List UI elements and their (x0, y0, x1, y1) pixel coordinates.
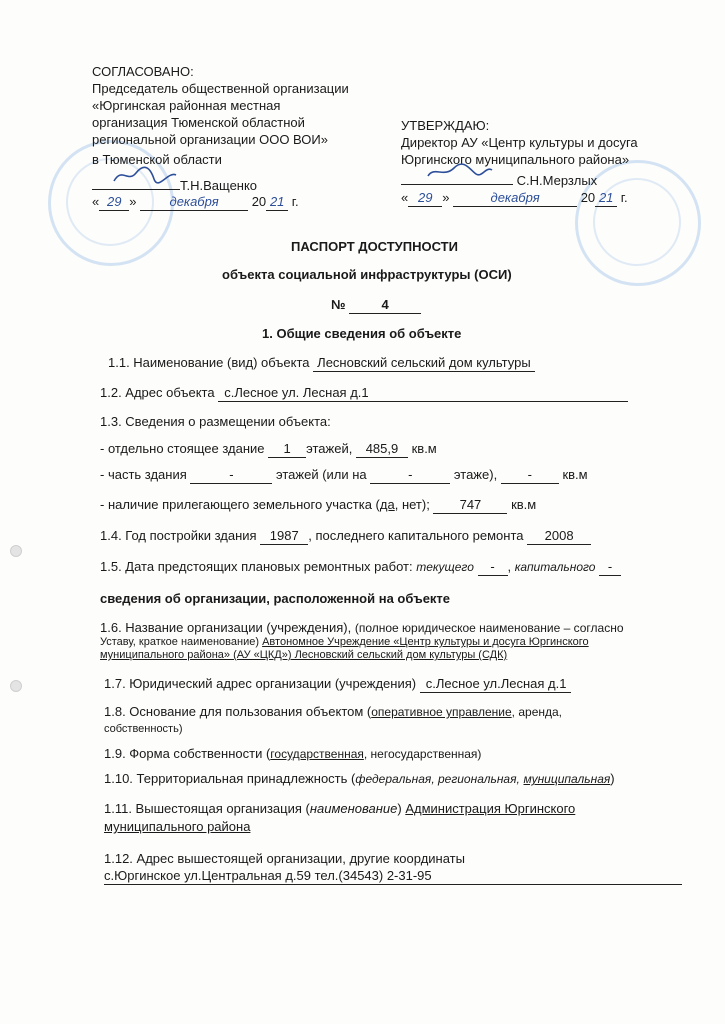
building-floors-unit: этажей, (306, 441, 353, 456)
approval-left-month: декабря (140, 194, 248, 211)
building-label: - отдельно стоящее здание (100, 441, 265, 456)
repair-year: 2008 (527, 528, 591, 545)
current-repair-value: - (478, 559, 508, 576)
section1-title: 1. Общие сведения об объекте (262, 326, 462, 341)
approval-right-l3: Юргинского муниципального района» (401, 152, 630, 167)
item-1-10-value: муниципальная (523, 772, 611, 786)
left-signature (110, 163, 180, 187)
part-floors: - (190, 467, 272, 484)
item-1-6-line2 (100, 636, 589, 649)
approval-left-name: Т.Н.Ващенко (180, 178, 258, 193)
item-1-1-value: Лесновский сельский дом культуры (313, 355, 535, 372)
approval-left-l3: «Юргинская районная местная (92, 98, 281, 113)
item-1-9-rest: , негосударственная) (363, 747, 482, 761)
land-no: , нет); (394, 497, 430, 512)
item-1-10-label: 1.10. Территориальная принадлежность ( (104, 771, 356, 786)
org-section-title: сведения об организации, расположенной на объекте (100, 591, 451, 606)
item-1-11-label: 1.11. Вышестоящая организация ( (104, 801, 310, 816)
item-1-2-label: 1.2. Адрес объекта (100, 385, 215, 400)
item-1-8-label: 1.8. Основание для пользования объектом ( (104, 704, 372, 719)
item-1-6-label: 1.6. Название организации (учреждения), (100, 620, 352, 635)
item-1-6-hint1: (полное юридическое наименование – согласно (354, 621, 624, 635)
item-1-9-label: 1.9. Форма собственности ( (104, 746, 271, 761)
land-row (100, 497, 536, 514)
approval-left-year-suffix: 21 (266, 194, 288, 211)
part-floors-text: этажей (или на (276, 467, 367, 482)
item-1-2 (100, 385, 628, 402)
building-area: 485,9 (356, 441, 408, 458)
item-1-8-rest: , аренда, (511, 705, 562, 719)
item-1-12-label: 1.12. Адрес вышестоящей организации, другие координаты (104, 851, 465, 866)
part-area: - (501, 467, 559, 484)
item-1-12-value: с.Юргинское ул.Центральная д.59 тел.(34543) 2-31-95 (104, 868, 682, 885)
right-signature (424, 160, 494, 184)
planned-repair-label: 1.5. Дата предстоящих плановых ремонтных работ: (100, 559, 413, 574)
land-area-unit: кв.м (511, 497, 537, 512)
document-title: ПАСПОРТ ДОСТУПНОСТИ (291, 239, 458, 254)
item-1-11-value1: Администрация Юргинского (405, 801, 576, 816)
land-yes: да (379, 497, 395, 512)
approval-right-g: г. (620, 190, 628, 205)
item-1-4 (100, 528, 591, 545)
part-label: - часть здания (100, 467, 187, 482)
current-repair-label: текущего (416, 560, 474, 574)
approval-right-day: 29 (408, 190, 442, 207)
approval-right-year-suffix: 21 (595, 190, 617, 207)
item-1-9-value: государственная (270, 747, 364, 761)
approval-right-date: « 29 » декабря 20 21 г. (401, 190, 628, 205)
number-value: 4 (349, 297, 421, 314)
passport-number (331, 297, 421, 314)
build-year-label: 1.4. Год постройки здания (100, 528, 257, 543)
capital-repair-label: капитального (514, 560, 596, 574)
approval-right-l2: Директор АУ «Центр культуры и досуга (401, 135, 638, 150)
approval-right-name: С.Н.Мерзлых (516, 173, 598, 188)
approval-left-g: г. (291, 194, 299, 209)
document-subtitle: объекта социальной инфраструктуры (ОСИ) (222, 267, 512, 282)
number-label: № (331, 297, 346, 312)
item-1-11 (104, 801, 575, 817)
approval-left-l5: региональной организации ООО ВОИ» (92, 132, 328, 147)
part-floor-text: этаже), (453, 467, 498, 482)
item-1-10-options: федеральная, региональная, (355, 772, 520, 786)
item-1-11-close: ) (397, 801, 402, 816)
punch-hole-top (10, 545, 22, 557)
capital-repair-value: - (599, 559, 621, 576)
approval-left-day: 29 (99, 194, 129, 211)
item-1-3: 1.3. Сведения о размещении объекта: (100, 414, 331, 429)
item-1-1-label: 1.1. Наименование (вид) объекта (108, 355, 310, 370)
approval-right-l1: УТВЕРЖДАЮ: (401, 118, 490, 133)
item-1-10-close: ) (610, 771, 615, 786)
item-1-6-line1 (100, 620, 624, 636)
build-year: 1987 (260, 528, 308, 545)
land-label: - наличие прилегающего земельного участка ( (100, 497, 380, 512)
item-1-6-value1: Автономное Учреждение «Центр культуры и досуга Юргинского (262, 636, 589, 648)
item-1-8-line2: собственность) (104, 723, 183, 735)
item-1-9 (104, 746, 481, 762)
item-1-8 (104, 704, 562, 720)
item-1-11-hint: наименование (309, 801, 398, 816)
approval-left-year-prefix: 20 (251, 194, 267, 209)
building-row (100, 441, 437, 458)
part-row (100, 467, 588, 484)
punch-hole-bottom (10, 680, 22, 692)
approval-right-year-prefix: 20 (580, 190, 596, 205)
repair-label: , последнего капитального ремонта (308, 528, 524, 543)
item-1-1 (108, 355, 535, 372)
item-1-8-value: оперативное управление (371, 705, 512, 719)
item-1-6-hint2: Уставу, краткое наименование) (100, 636, 260, 648)
part-area-unit: кв.м (562, 467, 588, 482)
item-1-7-value: с.Лесное ул.Лесная д.1 (420, 676, 571, 693)
approval-left-l1: СОГЛАСОВАНО: (92, 64, 194, 79)
item-1-7-label: 1.7. Юридический адрес организации (учреждения) (104, 676, 417, 691)
item-1-5: 1.5. Дата предстоящих плановых ремонтных работ: текущего - , капитального - (100, 559, 621, 576)
approval-left-l2: Председатель общественной организации (92, 81, 349, 96)
item-1-11-value2: муниципального района (104, 819, 251, 834)
part-floor: - (370, 467, 450, 484)
approval-right-month: декабря (453, 190, 577, 207)
item-1-10 (104, 771, 615, 787)
item-1-12-line (104, 868, 682, 885)
approval-left-date: « 29 » декабря 20 21 г. (92, 194, 299, 209)
item-1-6-value2: муниципального района» (АУ «ЦКД») Лесновский сельский дом культуры (СДК) (100, 649, 508, 661)
land-area: 747 (433, 497, 507, 514)
building-area-unit: кв.м (411, 441, 437, 456)
approval-left-l6: в Тюменской области (92, 152, 222, 167)
item-1-7 (104, 676, 571, 693)
item-1-2-value: с.Лесное ул. Лесная д.1 (218, 385, 628, 402)
building-floors: 1 (268, 441, 306, 458)
approval-left-l4: организация Тюменской областной (92, 115, 305, 130)
